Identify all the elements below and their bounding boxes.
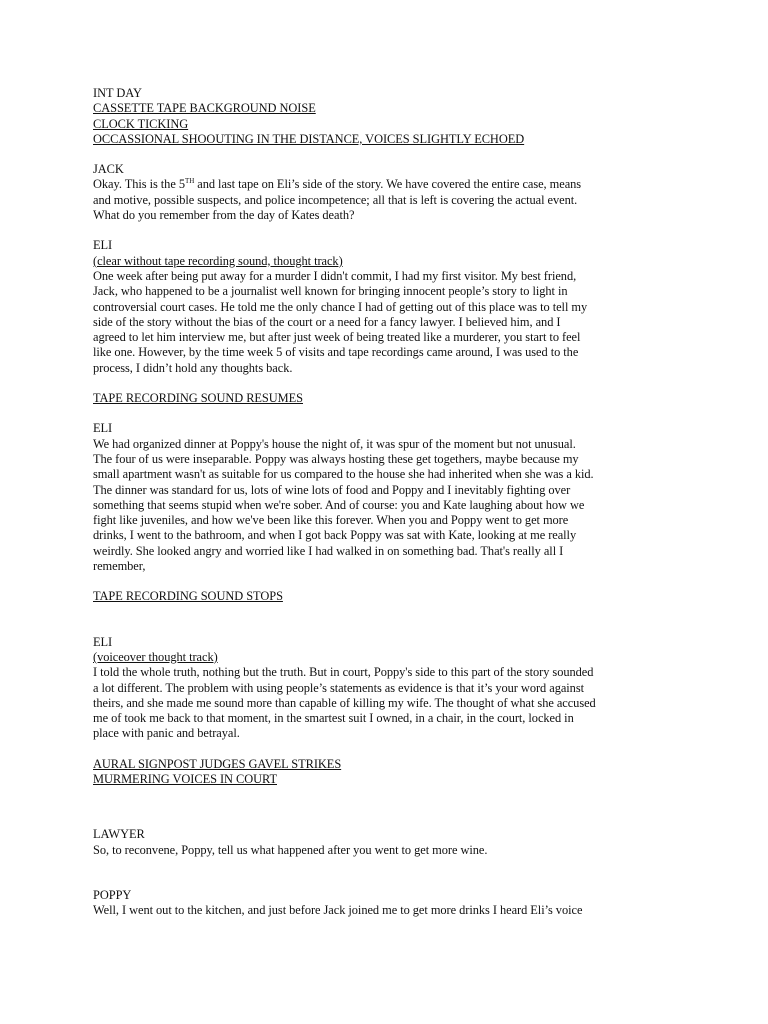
dialogue-line: something that seems stupid when we're sober. And of course: you and Kate laughing about how we bbox=[93, 497, 585, 512]
dialogue-text: and last tape on Eli’s side of the story. We have covered the entire case, means bbox=[194, 177, 582, 192]
dialogue-text: Okay. This is the 5 bbox=[93, 177, 185, 192]
dialogue-line: process, I didn’t hold any thoughts back. bbox=[93, 360, 293, 375]
dialogue-line: The dinner was standard for us, lots of wine lots of food and Poppy and I inevitably fighting over bbox=[93, 482, 571, 497]
ordinal-suffix: TH bbox=[184, 177, 195, 186]
dialogue-line: So, to reconvene, Poppy, tell us what happened after you went to get more wine. bbox=[93, 842, 488, 857]
sound-cue: TAPE RECORDING SOUND RESUMES bbox=[93, 391, 303, 406]
sound-cue: MURMERING VOICES IN COURT bbox=[93, 771, 277, 786]
speaker-name: ELI bbox=[93, 238, 113, 253]
dialogue-line: weirdly. She looked angry and worried like I had walked in on something bad. That's really all I bbox=[93, 543, 564, 558]
dialogue-line: agreed to let him interview me, but after just week of being treated like a murderer, you start to feel bbox=[93, 330, 581, 345]
dialogue-line: One week after being put away for a murder I didn't commit, I had my first visitor. My best friend, bbox=[93, 268, 577, 283]
speaker-name: ELI bbox=[93, 421, 113, 436]
dialogue-line: What do you remember from the day of Kates death? bbox=[93, 208, 355, 223]
dialogue-line: Jack, who happened to be a journalist well known for bringing innocent people’s story to light in bbox=[93, 284, 568, 299]
sound-cue: CLOCK TICKING bbox=[93, 116, 189, 131]
speaker-name: LAWYER bbox=[93, 827, 145, 842]
script-page bbox=[93, 86, 673, 918]
dialogue-line: The four of us were inseparable. Poppy was always hosting these get togethers, maybe because my bbox=[93, 451, 579, 466]
dialogue-line: We had organized dinner at Poppy's house the night of, it was spur of the moment but not unusual. bbox=[93, 436, 576, 451]
sound-cue: TAPE RECORDING SOUND STOPS bbox=[93, 589, 283, 604]
dialogue-line: place with panic and betrayal. bbox=[93, 726, 240, 741]
speaker-name: ELI bbox=[93, 634, 113, 649]
dialogue-line: me of took me back to that moment, in the smartest suit I owned, in a chair, in the court, locked in bbox=[93, 711, 574, 726]
dialogue-line: and motive, possible suspects, and police incompetence; all that is left is covering the actual event. bbox=[93, 192, 578, 207]
dialogue-line: like one. However, by the time week 5 of visits and tape recordings came around, I was used to the bbox=[93, 345, 579, 360]
dialogue-line: fight like juveniles, and how we've been like this forever. When you and Poppy went to get more bbox=[93, 513, 569, 528]
sound-cue: AURAL SIGNPOST JUDGES GAVEL STRIKES bbox=[93, 756, 342, 771]
dialogue-line: theirs, and she made me sound more than capable of killing my wife. The thought of what she accused bbox=[93, 695, 596, 710]
dialogue-line: a lot different. The problem with using people’s statements as evidence is that it’s your word against bbox=[93, 680, 584, 695]
dialogue-line: controversial court cases. He told me the only chance I had of getting out of this place was to tell my bbox=[93, 299, 588, 314]
parenthetical: (voiceover thought track) bbox=[93, 649, 218, 664]
dialogue-line: remember, bbox=[93, 559, 146, 574]
dialogue-line: side of the story without the bias of the court or a need for a fancy lawyer. I believed him, and I bbox=[93, 314, 561, 329]
scene-heading: INT DAY bbox=[93, 86, 142, 100]
sound-cue: CASSETTE TAPE BACKGROUND NOISE bbox=[93, 101, 316, 116]
dialogue-line: I told the whole truth, nothing but the truth. But in court, Poppy's side to this part of the story sounded bbox=[93, 665, 594, 680]
parenthetical: (clear without tape recording sound, thought track) bbox=[93, 253, 343, 268]
dialogue-line: Well, I went out to the kitchen, and just before Jack joined me to get more drinks I heard Eli’s voice bbox=[93, 903, 583, 918]
speaker-name: JACK bbox=[93, 162, 124, 177]
sound-cue: OCCASSIONAL SHOOUTING IN THE DISTANCE, VOICES SLIGHTLY ECHOED bbox=[93, 131, 525, 146]
dialogue-line bbox=[93, 177, 673, 192]
dialogue-line: drinks, I went to the bathroom, and when I got back Poppy was sat with Kate, looking at me really bbox=[93, 528, 577, 543]
speaker-name: POPPY bbox=[93, 887, 132, 902]
dialogue-line: small apartment wasn't as suitable for us compared to the house she had inherited when she was a kid. bbox=[93, 467, 594, 482]
